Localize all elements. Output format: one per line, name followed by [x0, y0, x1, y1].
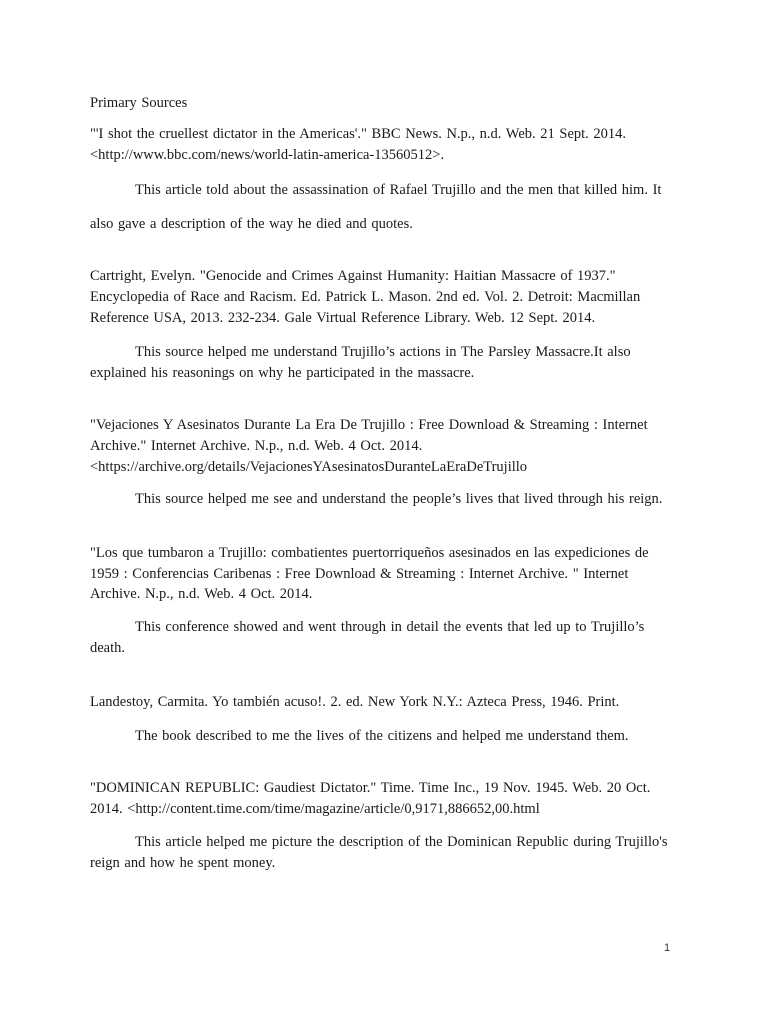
annotation-line: The book described to me the lives of the citizens and helped me understand them. [135, 728, 629, 744]
annotation-line: This article helped me picture the description of the Dominican Republic during Trujillo's [135, 834, 668, 850]
citation-line: "'I shot the cruellest dictator in the Americas'." BBC News. N.p., n.d. Web. 21 Sept. 2014. [90, 126, 627, 142]
annotation-line: This source helped me understand Trujillo’s actions in The Parsley Massacre.It also [135, 344, 631, 360]
annotation-line: This article told about the assassination of Rafael Trujillo and the men that killed him. It [135, 182, 662, 198]
citation-line: Reference USA, 2013. 232-234. Gale Virtual Reference Library. Web. 12 Sept. 2014. [90, 310, 596, 326]
annotation-line: This conference showed and went through in detail the events that led up to Trujillo’s [135, 619, 645, 635]
citation-line: Archive." Internet Archive. N.p., n.d. Web. 4 Oct. 2014. [90, 438, 423, 454]
annotation-line: explained his reasonings on why he participated in the massacre. [90, 365, 475, 381]
citation-line: Cartright, Evelyn. "Genocide and Crimes Against Humanity: Haitian Massacre of 1937." [90, 268, 616, 284]
citation-line: <https://archive.org/details/VejacionesYAsesinatosDuranteLaEraDeTrujillo [90, 459, 528, 475]
citation-line: 2014. <http://content.time.com/time/magazine/article/0,9171,886652,00.html [90, 801, 540, 817]
annotation-line: death. [90, 640, 126, 656]
citation-line: "Los que tumbaron a Trujillo: combatientes puertorriqueños asesinados en las expediciones de [90, 545, 649, 561]
citation-line: Encyclopedia of Race and Racism. Ed. Patrick L. Mason. 2nd ed. Vol. 2. Detroit: Macmillan [90, 289, 641, 305]
annotation-line: also gave a description of the way he died and quotes. [90, 216, 413, 232]
citation-line: Landestoy, Carmita. Yo también acuso!. 2. ed. New York N.Y.: Azteca Press, 1946. Print. [90, 694, 620, 710]
page-number: 1 [664, 942, 671, 954]
annotation-line: This source helped me see and understand the people’s lives that lived through his reign. [135, 491, 663, 507]
annotation-line: reign and how he spent money. [90, 855, 276, 871]
citation-line: "DOMINICAN REPUBLIC: Gaudiest Dictator." Time. Time Inc., 19 Nov. 1945. Web. 20 Oct. [90, 780, 651, 796]
citation-line: Archive. N.p., n.d. Web. 4 Oct. 2014. [90, 586, 313, 602]
section-heading: Primary Sources [90, 95, 188, 111]
citation-line: "Vejaciones Y Asesinatos Durante La Era De Trujillo : Free Download & Streaming : Internet [90, 417, 648, 433]
citation-line: 1959 : Conferencias Caribenas : Free Download & Streaming : Internet Archive. " Internet [90, 566, 629, 582]
citation-line: <http://www.bbc.com/news/world-latin-america-13560512>. [90, 147, 445, 163]
